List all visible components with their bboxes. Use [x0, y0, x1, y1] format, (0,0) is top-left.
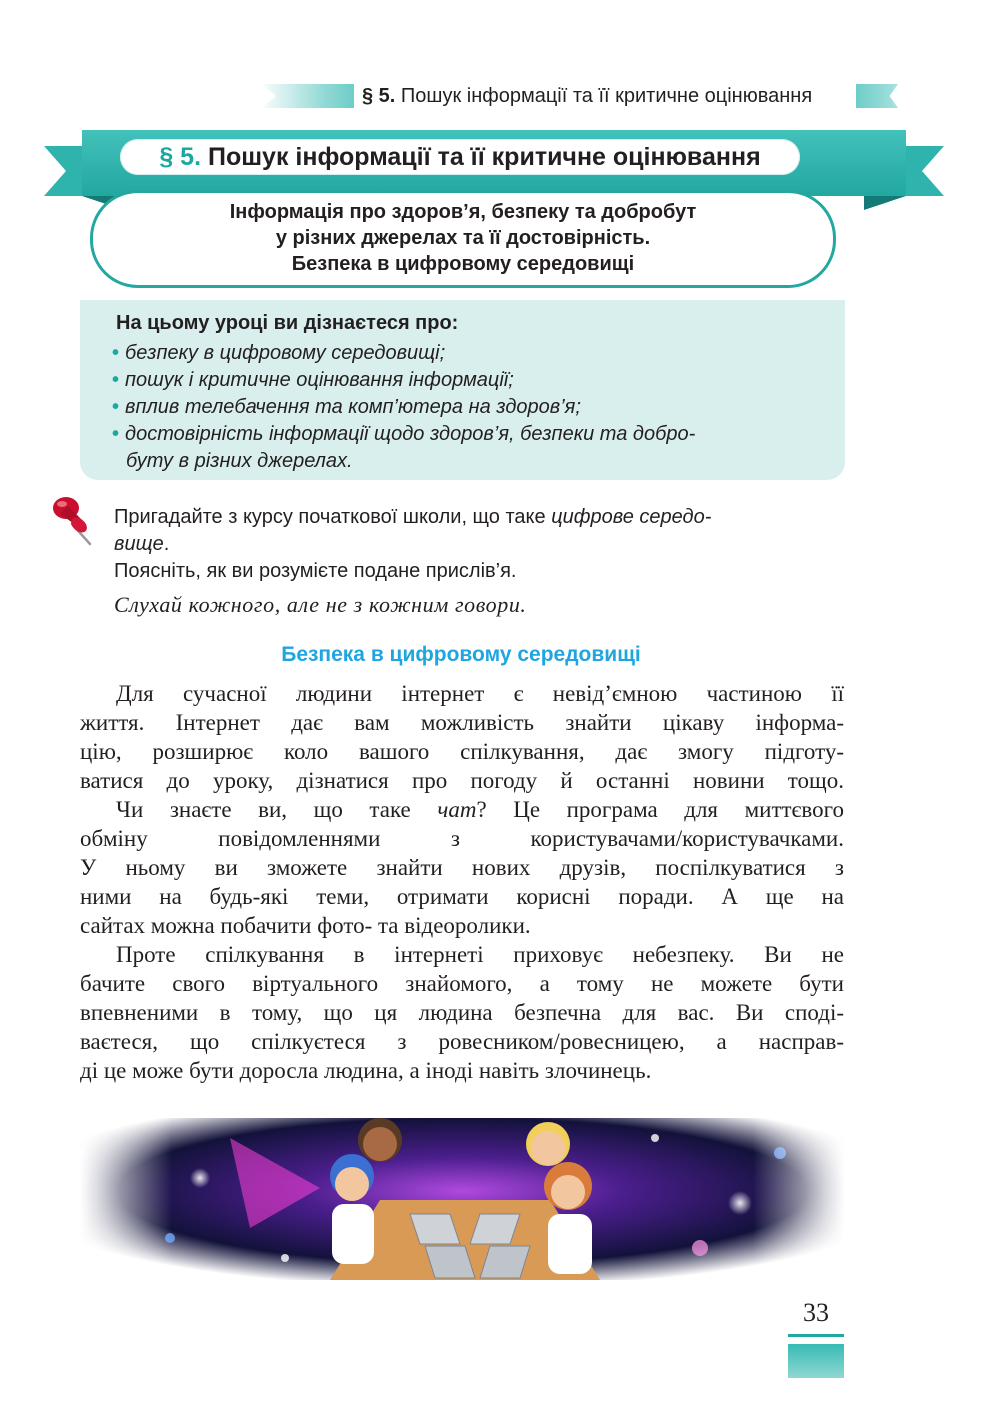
recall-text: Пригадайте з курсу початкової школи, що таке — [114, 506, 552, 528]
pushpin-icon — [50, 494, 96, 546]
page-tab — [788, 1344, 844, 1378]
body-line: цію, розширює коло вашого спілкування, дає змогу підготу- — [80, 739, 844, 764]
list-item-text: вплив телебачення та комп’ютера на здоров’я; — [125, 396, 581, 418]
banner-ribbon-fold-right — [864, 196, 906, 210]
body-line: ними на будь-які теми, отримати корисні поради. А ще на — [80, 884, 844, 909]
list-item — [112, 394, 581, 420]
body-line: бачите свого віртуального знайомого, а тому не можете бути — [80, 971, 844, 996]
topic-line-1: Інформація про здоров’я, безпеку та добробут — [229, 201, 697, 223]
bullet-icon: • — [112, 342, 120, 364]
list-item — [112, 421, 695, 447]
topic-line-3: Безпека в цифровому середовищі — [291, 253, 635, 275]
kids-laptops-illustration — [80, 1118, 845, 1280]
recall-term: цифрове середо- — [551, 506, 712, 528]
body-line: життя. Інтернет дає вам можливість знайти цікаву інформа- — [80, 710, 844, 735]
recall-line-2 — [114, 531, 169, 557]
body-line: Для сучасної людини інтернет є невід’ємною частиною її — [116, 681, 844, 706]
body-line: Проте спілкування в інтернеті приховує небезпеку. Ви не — [116, 942, 844, 967]
section-heading: Безпека в цифровому середовищі — [281, 643, 641, 666]
running-header-section: § 5. — [362, 85, 396, 107]
bullet-icon: • — [112, 396, 120, 418]
running-header-left-stripe — [262, 84, 354, 108]
recall-line-1 — [114, 504, 711, 530]
body-term: чат — [437, 797, 477, 822]
page-number-rule — [788, 1334, 844, 1337]
list-item-text: пошук і критичне оцінювання інформації; — [125, 369, 514, 391]
running-header-title — [362, 84, 812, 108]
body-line: сайтах можна побачити фото- та відеоролики. — [80, 913, 531, 938]
body-line: У ньому ви зможете знайти нових друзів, поспілкуватися з — [80, 855, 844, 880]
lesson-number: § 5. — [159, 143, 202, 171]
lesson-title-text: Пошук інформації та її критичне оцінювання — [207, 143, 761, 171]
body-text: Чи знаєте ви, що таке — [116, 797, 438, 822]
body-line: впевненими в тому, що ця людина безпечна для вас. Ви споді- — [80, 1000, 844, 1025]
list-item-text: достовірність інформації щодо здоров’я, безпеки та добро- — [125, 423, 696, 445]
recall-period: . — [163, 533, 170, 555]
running-header-right-stripe — [856, 84, 898, 108]
body-line: обміну повідомленнями з користувачами/користувачками. — [80, 826, 844, 851]
body-line: ваєтеся, що спілкуєтеся з ровесником/ровесницею, а насправ- — [80, 1029, 844, 1054]
page-number: 33 — [803, 1298, 829, 1327]
running-header-text: Пошук інформації та її критичне оцінювання — [400, 85, 813, 107]
body-line — [80, 795, 844, 824]
lesson-title — [120, 139, 800, 175]
body-line: ватися до уроку, дізнатися про погоду й останні новини тощо. — [80, 768, 844, 793]
bullet-icon: • — [112, 369, 120, 391]
list-item — [112, 340, 445, 366]
recall-term-end: вище — [114, 533, 164, 555]
list-item-continuation: буту в різних джерелах. — [126, 450, 353, 472]
list-item-text: безпеку в цифровому середовищі; — [125, 342, 446, 364]
learning-objectives-heading: На цьому уроці ви дізнаєтеся про: — [116, 312, 459, 334]
bullet-icon: • — [112, 423, 120, 445]
recall-line-3: Поясніть, як ви розумієте подане прислів’я. — [114, 560, 517, 582]
topic-line-2: у різних джерелах та її достовірність. — [275, 227, 651, 249]
list-item — [112, 367, 514, 393]
body-text: ? Це програма для миттєвого — [476, 797, 844, 822]
body-line: ді це може бути доросла людина, а іноді навіть злочинець. — [80, 1058, 652, 1083]
proverb: Слухай кожного, але не з кожним говори. — [114, 592, 527, 617]
